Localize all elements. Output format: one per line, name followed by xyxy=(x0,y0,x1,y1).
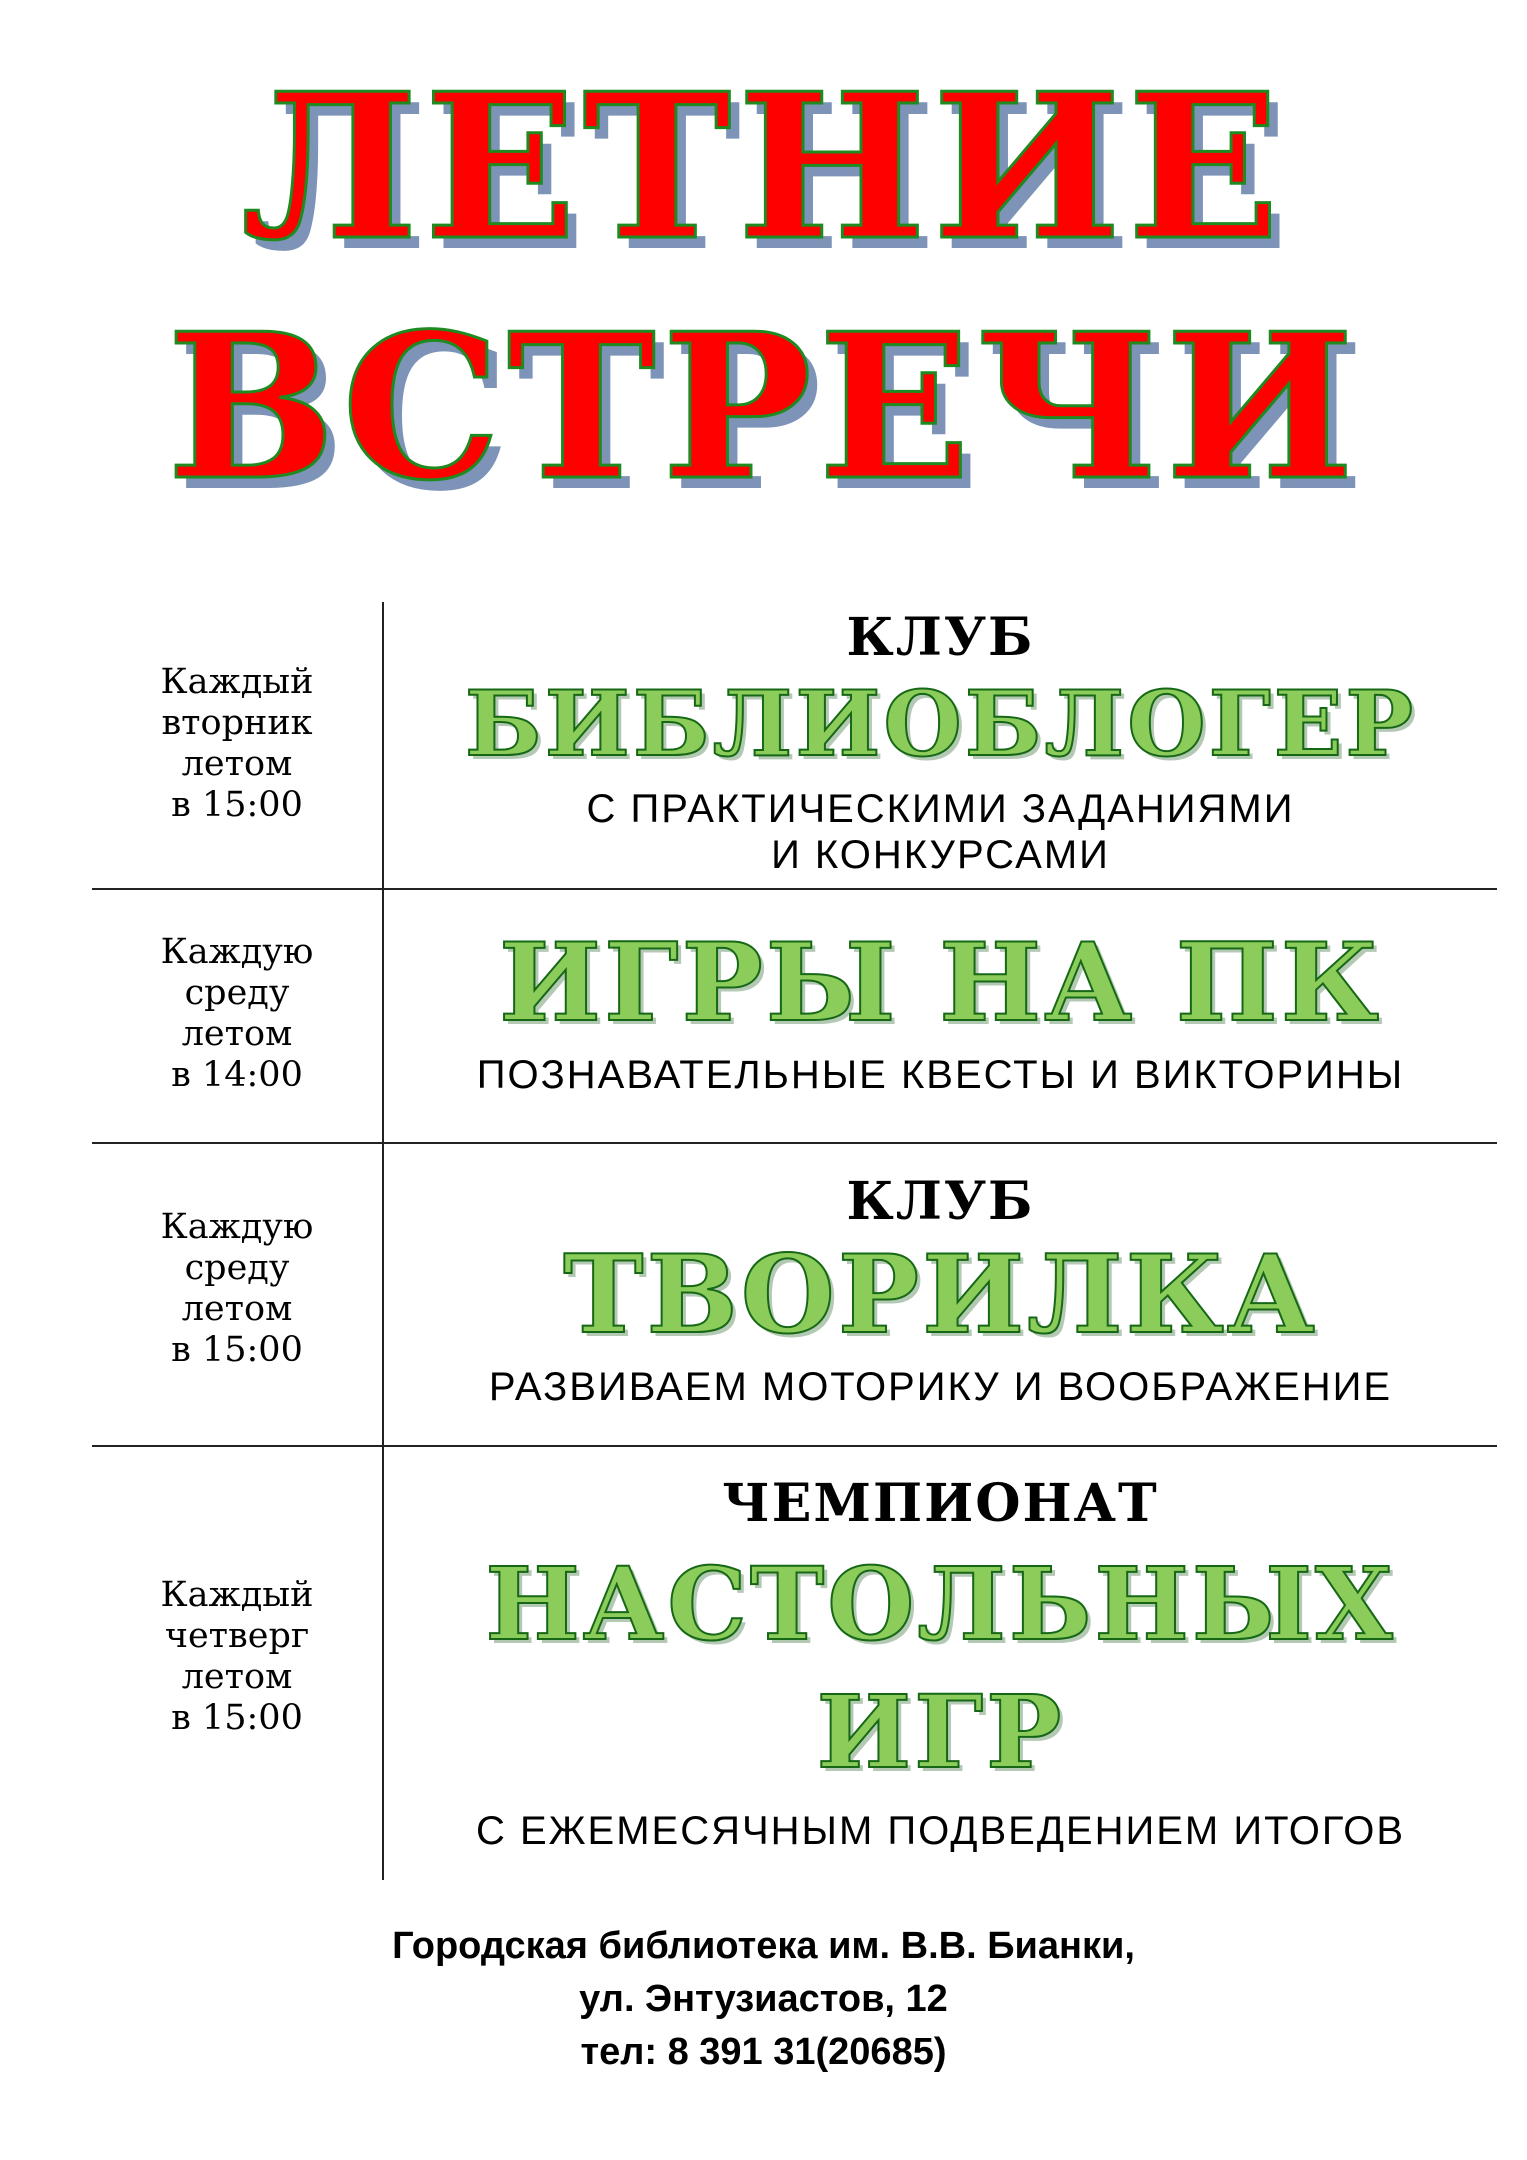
event-description xyxy=(384,1052,1497,1098)
poster-title-line-2: ВСТРЕЧИ xyxy=(166,290,1361,525)
description-line: И КОНКУРСАМИ xyxy=(771,833,1110,877)
schedule-line: летом xyxy=(181,1289,293,1329)
event-pre-title: КЛУБ xyxy=(846,607,1035,668)
schedule-line: Каждый xyxy=(160,1575,314,1615)
description-line: С ПРАКТИЧЕСКИМИ ЗАДАНИЯМИ xyxy=(586,787,1295,831)
event-description xyxy=(384,786,1497,878)
library-contacts xyxy=(0,1920,1527,2079)
schedule-line: в 15:00 xyxy=(171,1330,303,1370)
description-line: С ЕЖЕМЕСЯЧНЫМ ПОДВЕДЕНИЕМ ИТОГОВ xyxy=(475,1809,1406,1853)
event-pre-title: ЧЕМПИОНАТ xyxy=(722,1473,1159,1534)
schedule-line: среду xyxy=(184,1248,290,1288)
event-title: БИБЛИОБЛОГЕР xyxy=(464,671,1417,777)
schedule-line: Каждую xyxy=(160,1207,314,1247)
event-schedule xyxy=(122,662,352,826)
library-name: Городская библиотека им. В.В. Бианки, xyxy=(392,1925,1135,1967)
schedule-line: среду xyxy=(184,973,290,1013)
schedule-line: Каждый xyxy=(160,662,314,702)
event-info xyxy=(384,608,1497,878)
event-pre-title: КЛУБ xyxy=(846,1171,1035,1232)
poster-title-line-1: ЛЕТНИЕ xyxy=(241,50,1286,285)
event-schedule xyxy=(122,1207,352,1371)
schedule-line: летом xyxy=(181,1657,293,1697)
schedule-line: летом xyxy=(181,744,293,784)
event-title: ТВОРИЛКА xyxy=(563,1232,1318,1358)
event-info xyxy=(384,1172,1497,1410)
schedule-line: в 15:00 xyxy=(171,1698,303,1738)
schedule-line: четверг xyxy=(164,1616,310,1656)
event-info xyxy=(384,918,1497,1098)
library-phone: тел: 8 391 31(20685) xyxy=(580,2031,947,2073)
description-line: РАЗВИВАЕМ МОТОРИКУ И ВООБРАЖЕНИЕ xyxy=(488,1365,1393,1409)
event-schedule xyxy=(122,1575,352,1739)
event-schedule xyxy=(122,932,352,1096)
library-address: ул. Энтузиастов, 12 xyxy=(579,1978,948,2020)
event-title: ИГРЫ НА ПК xyxy=(498,920,1383,1046)
schedule-line: вторник xyxy=(161,703,313,743)
description-line: ПОЗНАВАТЕЛЬНЫЕ КВЕСТЫ И ВИКТОРИНЫ xyxy=(476,1053,1405,1097)
event-description xyxy=(384,1808,1497,1854)
schedule-line: в 14:00 xyxy=(171,1055,303,1095)
schedule-line: в 15:00 xyxy=(171,785,303,825)
row-divider xyxy=(92,888,1497,890)
schedule-line: Каждую xyxy=(160,932,314,972)
row-divider xyxy=(92,1142,1497,1144)
event-info xyxy=(384,1474,1497,1854)
schedule-line: летом xyxy=(181,1014,293,1054)
event-title-line: НАСТОЛЬНЫХ xyxy=(485,1545,1396,1663)
row-divider xyxy=(92,1445,1497,1447)
event-title-line: ИГР xyxy=(816,1673,1065,1791)
event-description xyxy=(384,1364,1497,1410)
